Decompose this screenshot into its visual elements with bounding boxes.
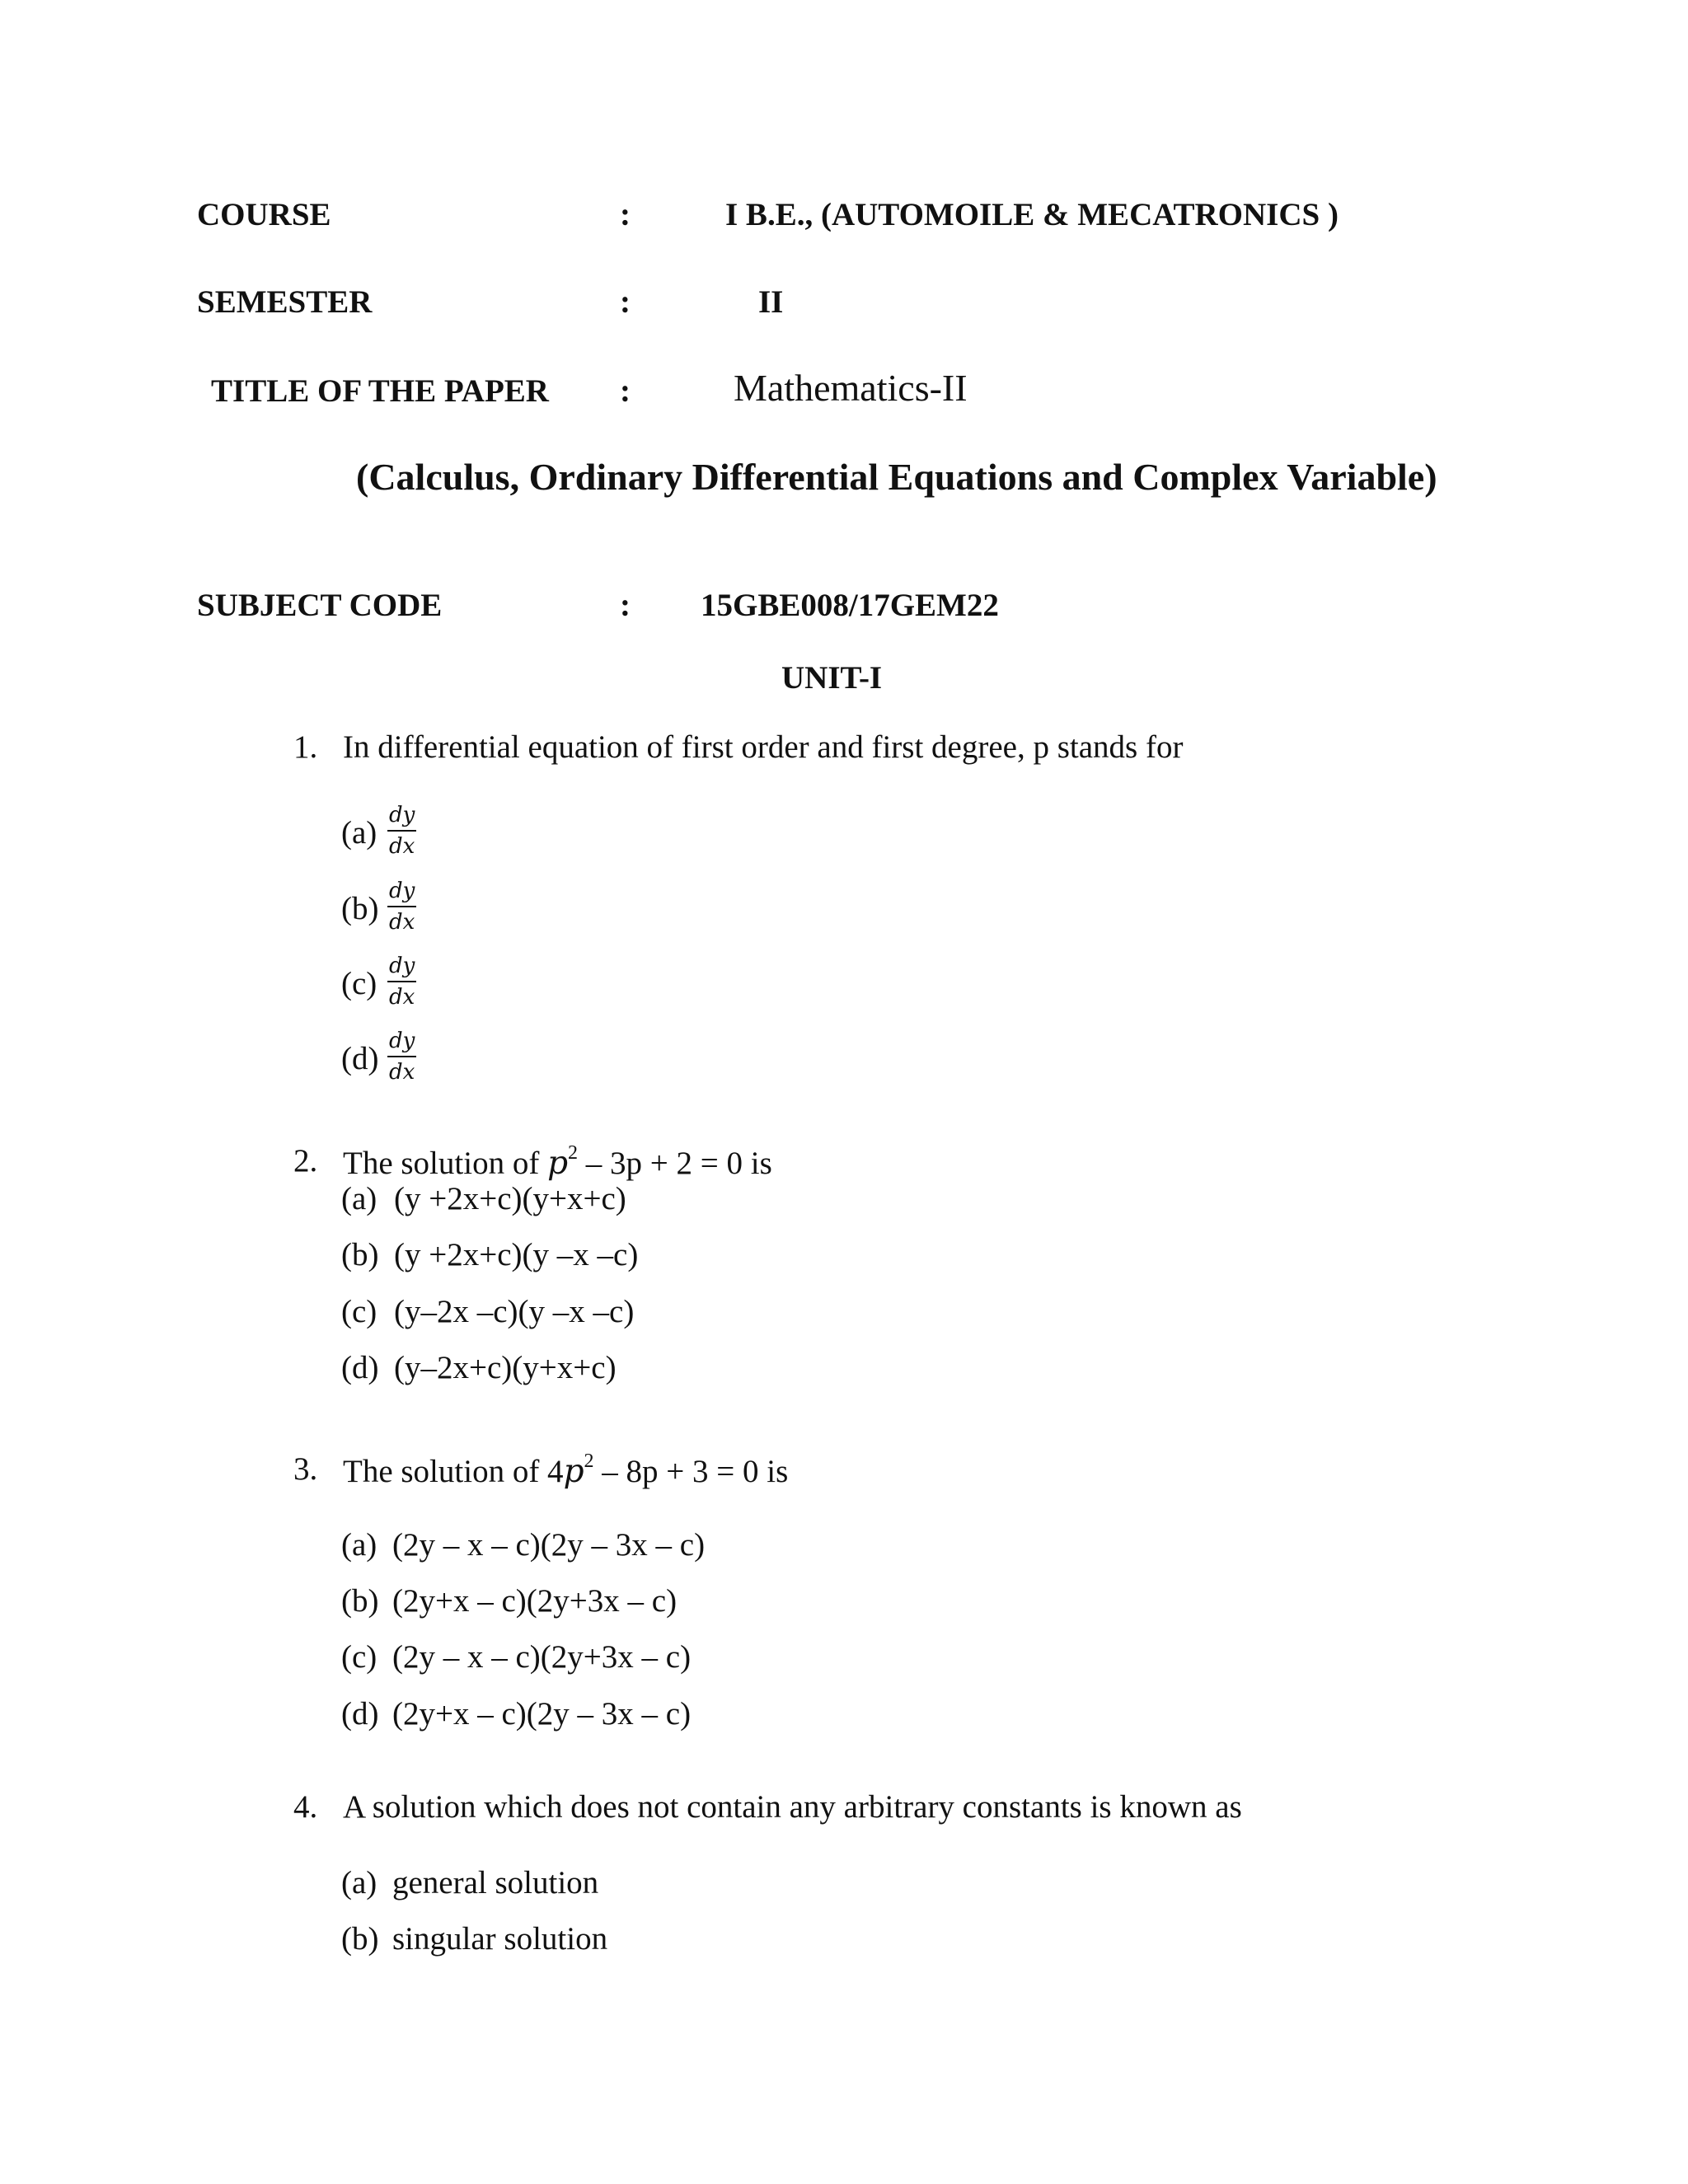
semester-label: SEMESTER bbox=[197, 284, 373, 320]
option-label: (c) bbox=[341, 1294, 377, 1329]
math-variable: p bbox=[563, 1453, 584, 1490]
fraction-dy-dx bbox=[387, 1030, 416, 1083]
option-label: (a) bbox=[341, 1527, 377, 1563]
option-label: (a) bbox=[341, 1181, 377, 1216]
fraction-dy-dx bbox=[387, 955, 416, 1008]
subject-code-value: 15GBE008/17GEM22 bbox=[701, 588, 999, 623]
paper-title: Mathematics-II bbox=[734, 367, 968, 409]
question-number: 4. bbox=[293, 1789, 318, 1825]
fraction-numerator: dy bbox=[387, 880, 416, 907]
question-number: 2. bbox=[293, 1143, 318, 1179]
question-text-start: The solution of bbox=[343, 1146, 548, 1181]
option-label: (a) bbox=[341, 815, 377, 851]
question-text-end: – 8p + 3 = 0 is bbox=[593, 1454, 789, 1489]
option-text: (y +2x+c)(y –x –c) bbox=[394, 1237, 639, 1272]
fraction-denominator: dx bbox=[389, 985, 415, 1010]
semester-value: II bbox=[758, 284, 784, 320]
question-text bbox=[343, 1142, 772, 1182]
option-text: (y +2x+c)(y+x+c) bbox=[394, 1181, 626, 1216]
option-label: (c) bbox=[341, 966, 377, 1001]
fraction-denominator: dx bbox=[389, 910, 415, 935]
subject-code-label: SUBJECT CODE bbox=[197, 588, 443, 623]
option-label: (b) bbox=[341, 1921, 379, 1957]
unit-heading: UNIT-I bbox=[781, 660, 883, 696]
option-label: (d) bbox=[341, 1696, 379, 1732]
fraction-dy-dx bbox=[387, 804, 416, 857]
question-number: 1. bbox=[293, 729, 318, 765]
option-text: (2y – x – c)(2y+3x – c) bbox=[392, 1639, 692, 1675]
option-label: (b) bbox=[341, 1237, 379, 1272]
question-text: In differential equation of first order and first degree, p stands for bbox=[343, 729, 1184, 765]
fraction-dy-dx bbox=[387, 880, 416, 933]
question-text bbox=[343, 1451, 788, 1490]
fraction-numerator: dy bbox=[387, 955, 416, 982]
option-text: general solution bbox=[392, 1865, 599, 1900]
question-text: A solution which does not contain any arbitrary constants is known as bbox=[343, 1789, 1242, 1825]
option-label: (b) bbox=[341, 891, 379, 926]
fraction-denominator: dx bbox=[389, 834, 415, 859]
option-text: singular solution bbox=[392, 1921, 608, 1957]
subject-code-colon: : bbox=[620, 588, 631, 623]
option-text: (y–2x+c)(y+x+c) bbox=[394, 1350, 617, 1385]
fraction-denominator: dx bbox=[389, 1060, 415, 1085]
title-label: TITLE OF THE PAPER bbox=[211, 373, 549, 409]
question-text-start: The solution of 4 bbox=[343, 1454, 564, 1489]
course-label: COURSE bbox=[197, 197, 331, 232]
option-text: (2y+x – c)(2y+3x – c) bbox=[392, 1583, 678, 1619]
option-label: (d) bbox=[341, 1041, 379, 1076]
question-number: 3. bbox=[293, 1451, 318, 1487]
course-colon: : bbox=[620, 197, 631, 232]
option-label: (d) bbox=[341, 1350, 379, 1385]
option-label: (b) bbox=[341, 1583, 379, 1619]
title-colon: : bbox=[620, 373, 631, 409]
option-text: (y–2x –c)(y –x –c) bbox=[394, 1294, 635, 1329]
exponent: 2 bbox=[584, 1451, 594, 1472]
paper-subtitle: (Calculus, Ordinary Differential Equations and Complex Variable) bbox=[356, 456, 1437, 498]
course-value: I B.E., (AUTOMOILE & MECATRONICS ) bbox=[725, 197, 1339, 232]
option-label: (c) bbox=[341, 1639, 377, 1675]
option-label: (a) bbox=[341, 1865, 377, 1900]
exponent: 2 bbox=[568, 1142, 579, 1164]
option-text: (2y – x – c)(2y – 3x – c) bbox=[392, 1527, 706, 1563]
math-variable: p bbox=[547, 1145, 569, 1182]
question-text-end: – 3p + 2 = 0 is bbox=[578, 1146, 772, 1181]
fraction-numerator: dy bbox=[387, 1030, 416, 1057]
semester-colon: : bbox=[620, 284, 631, 320]
option-text: (2y+x – c)(2y – 3x – c) bbox=[392, 1696, 692, 1732]
fraction-numerator: dy bbox=[387, 804, 416, 832]
